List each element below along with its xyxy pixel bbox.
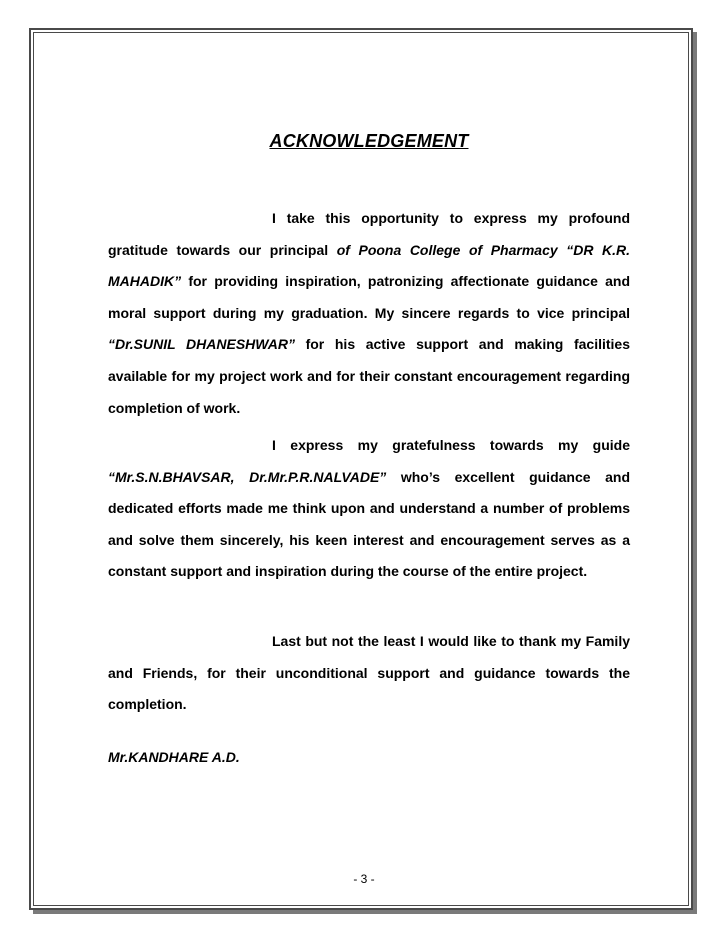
paragraph-3-text-1: Last but not the least I would like to thank my Family and Friends, for their unconditional support and guidance towards the completion. (108, 633, 630, 713)
page-number: - 3 - (353, 872, 375, 886)
page-border-shadow-right (693, 32, 697, 914)
page-border-shadow-bottom (33, 910, 697, 914)
paragraph-1-text-3: for his active support and making facilities available for my project work and for their constant encouragement regarding completion of work. (108, 336, 630, 416)
paragraph-2-text-1: I express my gratefulness towards my guide (272, 437, 630, 453)
paragraph-2 (108, 430, 630, 588)
paragraph-1-vice-principal: “Dr.SUNIL DHANESHWAR” (108, 336, 295, 353)
paragraph-1-text-2: for providing inspiration, patronizing affectionate guidance and moral support during my graduation. My sincere regards to vice principal (108, 273, 630, 321)
paragraph-1-text-1: I take this opportunity to express my profound gratitude towards our principal (108, 210, 630, 258)
document-title: ACKNOWLEDGEMENT (269, 131, 469, 151)
paragraph-1 (108, 203, 630, 424)
paragraph-1-college-principal: of Poona College of Pharmacy “DR K.R. MAHADIK” (108, 241, 630, 290)
paragraph-3 (108, 626, 630, 721)
paragraph-2-guides: “Mr.S.N.BHAVSAR, Dr.Mr.P.R.NALVADE” (108, 468, 387, 485)
signature: Mr.KANDHARE A.D. (108, 749, 240, 765)
paragraph-2-text-2: who’s excellent guidance and dedicated efforts made me think upon and understand a number of problems and solve them sincerely, his keen interest and encouragement serves as a constant support and inspiration during the course of the entire project. (108, 468, 630, 580)
